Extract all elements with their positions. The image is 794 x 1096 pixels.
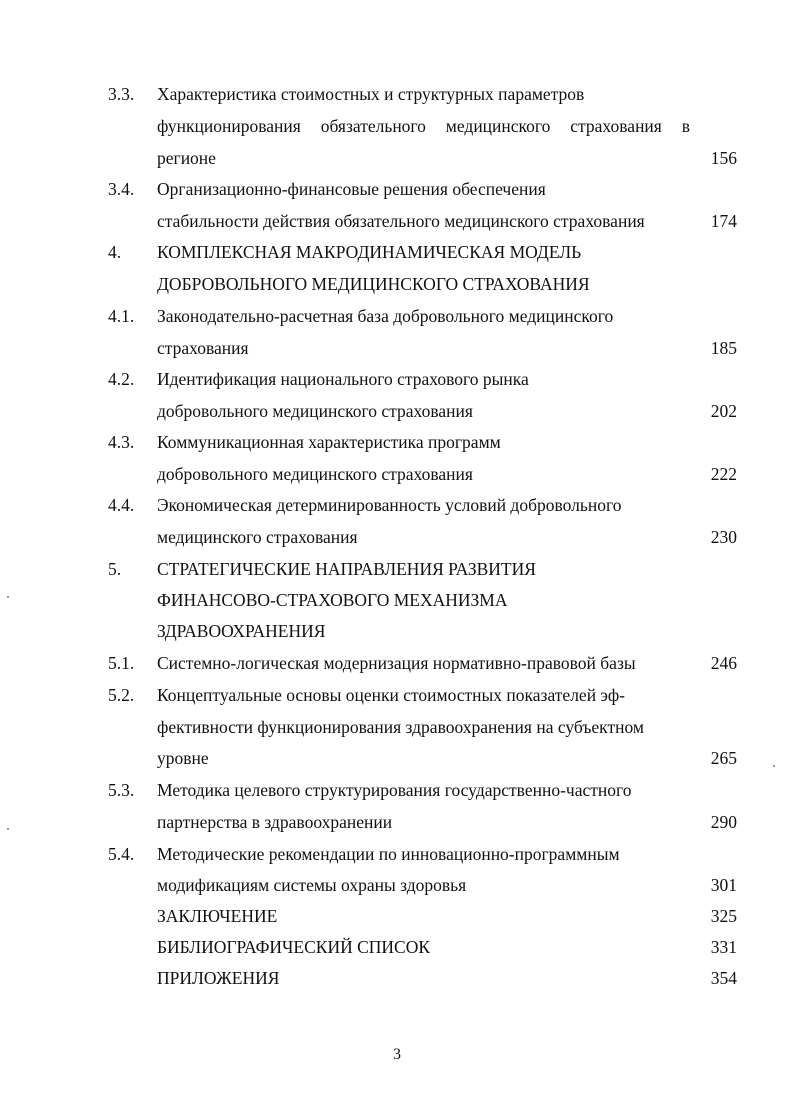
toc-entry-title-line: ЗАКЛЮЧЕНИЕ (157, 906, 278, 926)
toc-entry-number: 5.3. (108, 780, 135, 800)
toc-entry-number: 3.4. (108, 179, 135, 199)
toc-entry-page: 230 (710, 527, 737, 547)
toc-entry-title-line: Характеристика стоимостных и структурных параметров (157, 84, 585, 104)
toc-entry-title-line: Системно-логическая модернизация нормативно-правовой базы (157, 653, 636, 673)
toc-entry-title-line: партнерства в здравоохранении (157, 812, 393, 832)
toc-entry-title-line: Концептуальные основы оценки стоимостных показателей эф- (157, 685, 626, 705)
scan-speck (7, 596, 9, 598)
toc-entry-title-line: СТРАТЕГИЧЕСКИЕ НАПРАВЛЕНИЯ РАЗВИТИЯ (157, 559, 536, 579)
toc-entry-title-line: страхования (157, 338, 249, 358)
toc-entry-title-line: ПРИЛОЖЕНИЯ (157, 968, 280, 988)
toc-entry-page: 174 (710, 211, 737, 231)
toc-entry-title-line: добровольного медицинского страхования (157, 464, 473, 484)
toc-entry-page: 331 (710, 937, 737, 957)
toc-entry-page: 354 (710, 968, 737, 988)
toc-entry-title-line: медицинского страхования (157, 527, 358, 547)
toc-entry-page: 325 (710, 906, 737, 926)
toc-entry-page: 301 (710, 875, 737, 895)
toc-entry-number: 3.3. (108, 84, 135, 104)
toc-entry-page: 222 (710, 464, 737, 484)
toc-entry-number: 4.1. (108, 306, 135, 326)
toc-entry-page: 290 (710, 812, 737, 832)
toc-entry-title-line: Экономическая детерминированность условий добровольного (157, 495, 622, 515)
toc-entry-title-line: модификациям системы охраны здоровья (157, 875, 467, 895)
toc-entry-number: 4.3. (108, 432, 135, 452)
toc-entry-page: 156 (710, 148, 737, 168)
toc-entry-number: 5.4. (108, 844, 135, 864)
toc-entry-number: 4.4. (108, 495, 135, 515)
scan-speck (773, 765, 775, 767)
toc-entry-title-line: ДОБРОВОЛЬНОГО МЕДИЦИНСКОГО СТРАХОВАНИЯ (157, 274, 590, 294)
toc-entry-title-line: БИБЛИОГРАФИЧЕСКИЙ СПИСОК (157, 937, 431, 957)
toc-entry-number: 5.1. (108, 653, 135, 673)
toc-entry-title-line: стабильности действия обязательного медицинского страхования (157, 211, 645, 231)
toc-entry-number: 5. (108, 559, 122, 579)
page-number: 3 (393, 1046, 401, 1063)
toc-entry-title-line: фективности функционирования здравоохранения на субъектном (157, 717, 644, 737)
toc-entry-title-line: уровне (157, 748, 209, 768)
toc-entry-title-line: Законодательно-расчетная база добровольного медицинского (157, 306, 614, 326)
toc-entry-title-line: ФИНАНСОВО-СТРАХОВОГО МЕХАНИЗМА (157, 590, 508, 610)
toc-entry-number: 5.2. (108, 685, 135, 705)
toc-entry-title-line: регионе (157, 148, 216, 168)
toc-entry-page: 185 (710, 338, 737, 358)
toc-entry-title-line: Методика целевого структурирования государственно-частного (157, 780, 632, 800)
toc-entry-title-line: добровольного медицинского страхования (157, 401, 473, 421)
toc-entry-page: 246 (710, 653, 737, 673)
toc-entry-page: 202 (710, 401, 737, 421)
toc-entry-title-line: Организационно-финансовые решения обеспечения (157, 179, 546, 199)
toc-entry-title-line: Коммуникационная характеристика программ (157, 432, 501, 452)
toc-entry-title-line: Идентификация национального страхового рынка (157, 369, 529, 389)
toc-entry-title-line: ЗДРАВООХРАНЕНИЯ (157, 621, 326, 641)
toc-entry-title-line: функционирования обязательного медицинского страхования в (157, 116, 690, 136)
scan-speck (7, 828, 9, 830)
toc-entry-page: 265 (710, 748, 737, 768)
toc-entry-number: 4.2. (108, 369, 135, 389)
toc-entry-number: 4. (108, 242, 122, 262)
toc-entry-title-line: КОМПЛЕКСНАЯ МАКРОДИНАМИЧЕСКАЯ МОДЕЛЬ (157, 242, 582, 262)
toc-entry-title-line: Методические рекомендации по инновационно-программным (157, 844, 620, 864)
